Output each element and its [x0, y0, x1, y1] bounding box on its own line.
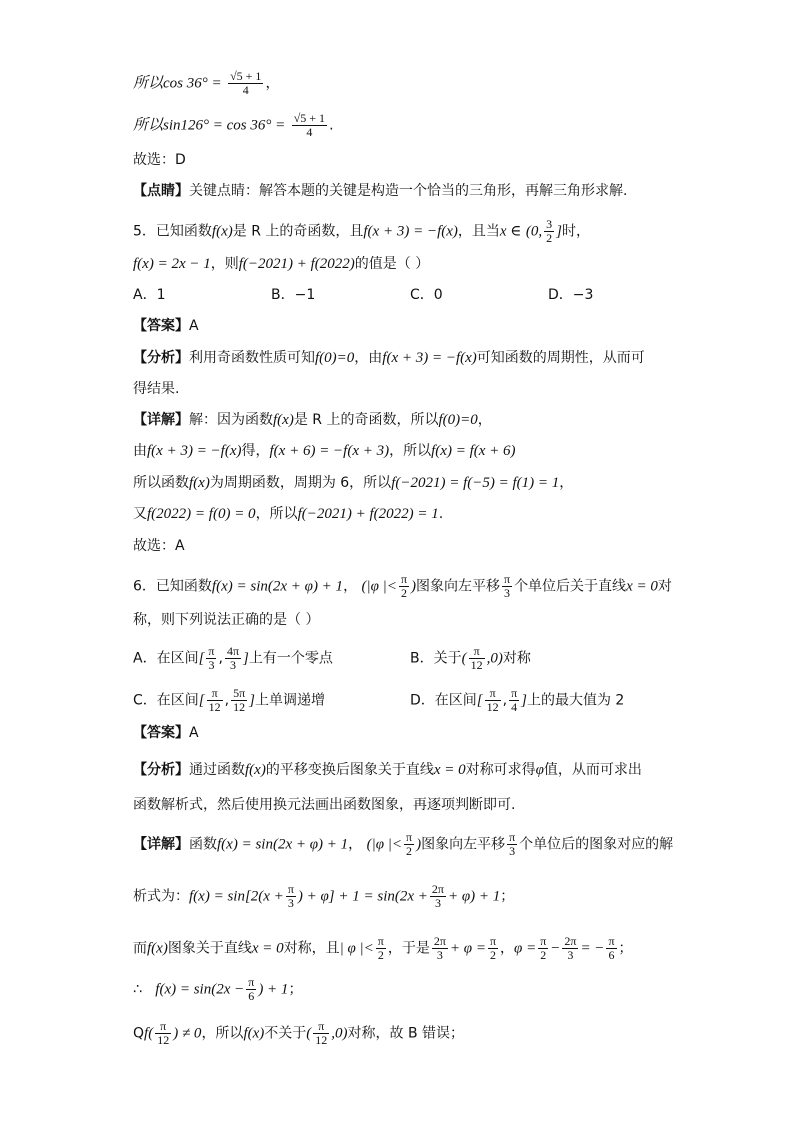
q6-analysis: 【分析】通过函数f(x)的平移变换后图象关于直线x = 0对称可求得φ值，从而可求出 — [133, 762, 642, 778]
q5-option-b: B．−1 — [271, 287, 316, 303]
q5-select: 故选：A — [133, 538, 185, 554]
fraction: $\frac{\pi}{2}$ — [400, 572, 407, 600]
q5-detail: 【详解】解：因为函数f(x)是 R 上的奇函数，所以f(0)=0， — [133, 412, 492, 428]
fraction: $\frac{\pi}{2}$ — [406, 830, 413, 858]
q6-detail-line3: 而f(x)图象关于直线x = 0对称，且| φ |< $\frac{\pi}{2}$ ，于是 $\frac{2\pi}{3}$ + φ = $\frac{\pi}{2}$ ，φ = $\frac{\pi}{2}$ − $\frac{2\pi}{3}$ = − $\frac{\pi}{6}$ ； — [133, 934, 633, 962]
fraction: $\frac{2\pi}{3}$ — [433, 934, 446, 962]
q6-option-b: B．关于( $\frac{\pi}{12}$ ,0)对称 — [410, 644, 531, 672]
fraction: $\frac{\pi}{12}$ — [470, 644, 483, 672]
q5-detail-line3: 所以函数f(x)为周期函数，周期为 6，所以f(−2021) = f(−5) = f(1) = 1， — [133, 475, 574, 491]
fraction: $\frac{\pi}{12}$ — [486, 686, 499, 714]
fraction: $\frac{\pi}{3}$ — [504, 572, 511, 600]
q5-option-a: A．1 — [133, 287, 166, 303]
q6-detail-line4: ∴ f(x) = sin(2x − $\frac{\pi}{6}$ ) + 1； — [133, 975, 303, 1003]
q6-detail-line5: Qf( $\frac{\pi}{12}$ ) ≠ 0，所以f(x)不关于( $\frac{\pi}{12}$ ,0)对称，故 B 错误； — [133, 1019, 465, 1047]
fraction: $\frac{\pi}{12}$ — [315, 1019, 328, 1047]
fraction: $\frac{\pi}{4}$ — [511, 686, 518, 714]
fraction: $\frac{\pi}{12}$ — [208, 686, 221, 714]
fraction: $\frac{2\pi}{3}$ — [431, 882, 444, 910]
line-cos36: 所以cos 36° = $\frac{√5 + 1}{4}$ ， — [133, 69, 280, 97]
fraction: $\frac{√5 + 1}{4}$ — [230, 69, 262, 97]
fraction: $\frac{\pi}{3}$ — [208, 644, 215, 672]
fraction: $\frac{\pi}{2}$ — [489, 934, 497, 962]
q5-answer: 【答案】A — [133, 318, 199, 334]
q6-option-a: A．在区间[ $\frac{\pi}{3}$ , $\frac{4\pi}{3}$ ]上有一个零点 — [133, 644, 333, 672]
q6-option-d: D．在区间[ $\frac{\pi}{12}$ , $\frac{\pi}{4}$ ]上的最大值为 2 — [410, 686, 625, 714]
q6-analysis-line2: 函数解析式，然后使用换元法画出函数图象，再逐项判断即可. — [133, 797, 516, 813]
q6-stem-line2: 称，则下列说法正确的是（ ） — [133, 612, 320, 628]
q5-option-c: C．0 — [410, 287, 443, 303]
q5-detail-line2: 由f(x + 3) = −f(x)得，f(x + 6) = −f(x + 3)，所以f(x) = f(x + 6) — [133, 443, 516, 459]
line-answer-select: 故选：D — [133, 152, 186, 168]
q6-answer: 【答案】A — [133, 725, 199, 741]
fraction: $\frac{\pi}{12}$ — [157, 1019, 170, 1047]
fraction: $\frac{5\pi}{12}$ — [233, 686, 246, 714]
fraction: $\frac{\pi}{6}$ — [608, 934, 615, 962]
line-sin126: 所以sin126° = cos 36° = $\frac{√5 + 1}{4}$ . — [133, 111, 334, 139]
q6-detail: 【详解】函数f(x) = sin(2x + φ) + 1， (|φ |< $\frac{\pi}{2}$ )图象向左平移 $\frac{\pi}{3}$ 个单位后的图象对应的解 — [133, 830, 674, 858]
q5-option-d: D．−3 — [548, 287, 594, 303]
q6-option-c: C．在区间[ $\frac{\pi}{12}$ , $\frac{5\pi}{12}$ ]上单调递增 — [133, 686, 325, 714]
fraction: $\frac{4\pi}{3}$ — [226, 644, 239, 672]
q6-stem: 6．已知函数f(x) = sin(2x + φ) + 1， (|φ |< $\frac{\pi}{2}$ )图象向左平移 $\frac{\pi}{3}$ 个单位后关于直线x = 0对 — [133, 572, 672, 600]
q5-stem: 5．已知函数f(x)是 R 上的奇函数，且f(x + 3) = −f(x)，且当x ∈ (0, $\frac{3}{2}$ ]时， — [133, 217, 590, 245]
fraction: $\frac{\pi}{2}$ — [540, 934, 547, 962]
fraction: $\frac{2\pi}{3}$ — [564, 934, 577, 962]
q5-stem-line2: f(x) = 2x − 1，则f(−2021) + f(2022)的值是（ ） — [133, 256, 430, 272]
q6-detail-line2: 析式为：f(x) = sin[2(x + $\frac{\pi}{3}$ ) + φ] + 1 = sin(2x + $\frac{2\pi}{3}$ + φ) + 1； — [133, 882, 515, 910]
fraction: $\frac{\pi}{2}$ — [377, 934, 384, 962]
q5-analysis-line2: 得结果. — [133, 381, 180, 397]
q5-analysis: 【分析】利用奇函数性质可知f(0)=0，由f(x + 3) = −f(x)可知函数的周期性，从而可 — [133, 350, 645, 366]
fraction: $\frac{3}{2}$ — [546, 217, 553, 245]
fraction: $\frac{\pi}{3}$ — [509, 830, 516, 858]
fraction: $\frac{\pi}{3}$ — [287, 882, 294, 910]
q5-detail-line4: 又f(2022) = f(0) = 0，所以f(−2021) + f(2022) = 1. — [133, 506, 444, 522]
fraction: $\frac{√5 + 1}{4}$ — [293, 111, 326, 139]
line-key-point: 【点睛】关键点睛：解答本题的关键是构造一个恰当的三角形，再解三角形求解. — [133, 183, 628, 199]
fraction: $\frac{\pi}{6}$ — [248, 975, 255, 1003]
